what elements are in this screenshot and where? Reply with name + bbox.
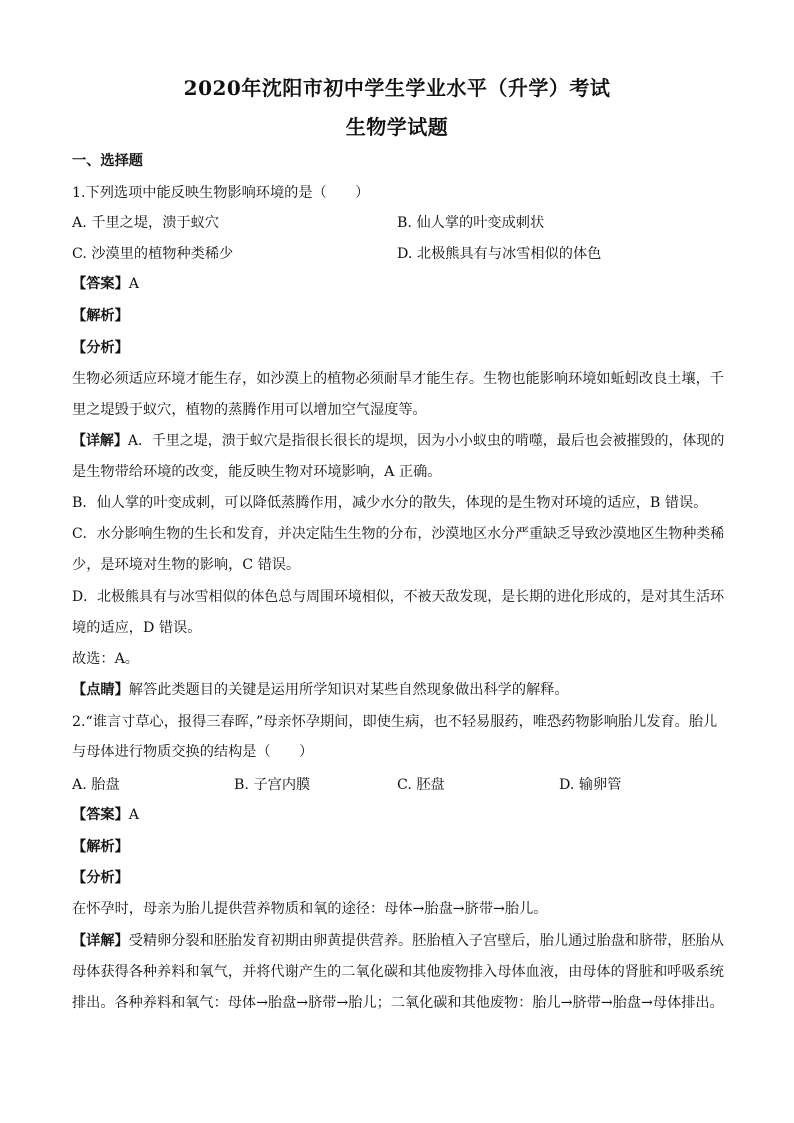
q2-fenxi-tag: 【分析】 bbox=[72, 870, 129, 886]
q1-conclusion: 故选：A。 bbox=[72, 651, 139, 667]
q2-detail-line bbox=[72, 931, 724, 951]
section-heading: 一、选择题 bbox=[72, 153, 143, 169]
q1-option-d: D. 北极熊具有与冰雪相似的体色 bbox=[397, 246, 602, 262]
comment-text: 解答此类题目的关键是运用所学知识对某些自然现象做出科学的解释。 bbox=[128, 682, 569, 698]
q1-fenxi-line: 生物必须适应环境才能生存，如沙漠上的植物必须耐旱才能生存。生物也能影响环境如蚯蚓改良土壤，千 bbox=[72, 371, 724, 387]
answer-value: A bbox=[128, 807, 140, 823]
q1-detail-line: B．仙人掌的叶变成刺，可以降低蒸腾作用，减少水分的散失，体现的是生物对环境的适应，B 错误。 bbox=[72, 495, 708, 511]
q2-detail-line: 排出。各种养料和氧气：母体→胎盘→脐带→胎儿；二氧化碳和其他废物：胎儿→脐带→胎盘→母体排出。 bbox=[72, 995, 724, 1011]
q2-option-a: A. 胎盘 bbox=[72, 777, 120, 793]
q1-detail-line: D．北极熊具有与冰雪相似的体色总与周围环境相似，不被天敌发现，是长期的进化形成的，是对其生活环 bbox=[72, 589, 725, 605]
comment-tag: 【点睛】 bbox=[72, 682, 129, 698]
q1-analysis-tag: 【解析】 bbox=[72, 308, 129, 324]
q1-detail-line: C．水分影响生物的生长和发育，并决定陆生生物的分布，沙漠地区水分严重缺乏导致沙漠地区生物种类稀 bbox=[72, 526, 725, 542]
q2-stem-line: 2.“谁言寸草心，报得三春晖，”母亲怀孕期间，即使生病，也不轻易服药，唯恐药物影响胎儿发育。胎儿 bbox=[72, 714, 718, 730]
q2-option-d: D. 输卵管 bbox=[559, 777, 622, 793]
answer-value: A bbox=[128, 276, 140, 292]
q2-option-c: C. 胚盘 bbox=[397, 777, 445, 793]
q1-comment bbox=[72, 680, 569, 700]
detail-tag: 【详解】 bbox=[72, 933, 129, 949]
q2-stem-line: 与母体进行物质交换的结构是（ ） bbox=[72, 744, 314, 760]
q2-option-b: B. 子宫内膜 bbox=[234, 777, 311, 793]
detail-text: 受精卵分裂和胚胎发育初期由卵黄提供营养。胚胎植入子宫壁后，胎儿通过胎盘和脐带，胚胎从 bbox=[128, 933, 725, 949]
exam-subtitle: 生物学试题 bbox=[345, 115, 449, 139]
q1-detail-line bbox=[72, 431, 724, 451]
q2-fenxi: 在怀孕时，母亲为胎儿提供营养物质和氧的途径：母体→胎盘→脐带→胎儿。 bbox=[72, 901, 548, 917]
q1-option-b: B. 仙人掌的叶变成刺状 bbox=[397, 215, 545, 231]
q1-option-c: C. 沙漠里的植物种类稀少 bbox=[72, 246, 234, 262]
exam-title: 2020年沈阳市初中学生学业水平（升学）考试 bbox=[183, 76, 611, 100]
q2-analysis-tag: 【解析】 bbox=[72, 839, 129, 855]
q1-stem: 1.下列选项中能反映生物影响环境的是（ ） bbox=[72, 185, 370, 201]
q1-detail-line: 少，是环境对生物的影响，C 错误。 bbox=[72, 557, 301, 573]
q1-fenxi-line: 里之堤毁于蚁穴，植物的蒸腾作用可以增加空气湿度等。 bbox=[72, 402, 427, 418]
detail-text: A．千里之堤，溃于蚁穴是指很长很长的堤坝，因为小小蚁虫的啃噬，最后也会被摧毁的，体现的 bbox=[127, 433, 725, 449]
q1-detail-line: 境的适应，D 错误。 bbox=[72, 620, 202, 636]
q1-option-a: A. 千里之堤，溃于蚁穴 bbox=[72, 215, 219, 231]
q1-fenxi-tag: 【分析】 bbox=[72, 340, 129, 356]
q2-answer bbox=[72, 805, 139, 825]
q1-detail-line: 是生物带给环境的改变，能反映生物对环境影响，A 正确。 bbox=[72, 464, 442, 480]
answer-tag: 【答案】 bbox=[72, 807, 129, 823]
q2-detail-line: 母体获得各种养料和氧气，并将代谢产生的二氧化碳和其他废物排入母体血液，由母体的肾脏和呼吸系统 bbox=[72, 964, 724, 980]
answer-tag: 【答案】 bbox=[72, 276, 129, 292]
q1-answer bbox=[72, 274, 139, 294]
detail-tag: 【详解】 bbox=[72, 433, 128, 449]
